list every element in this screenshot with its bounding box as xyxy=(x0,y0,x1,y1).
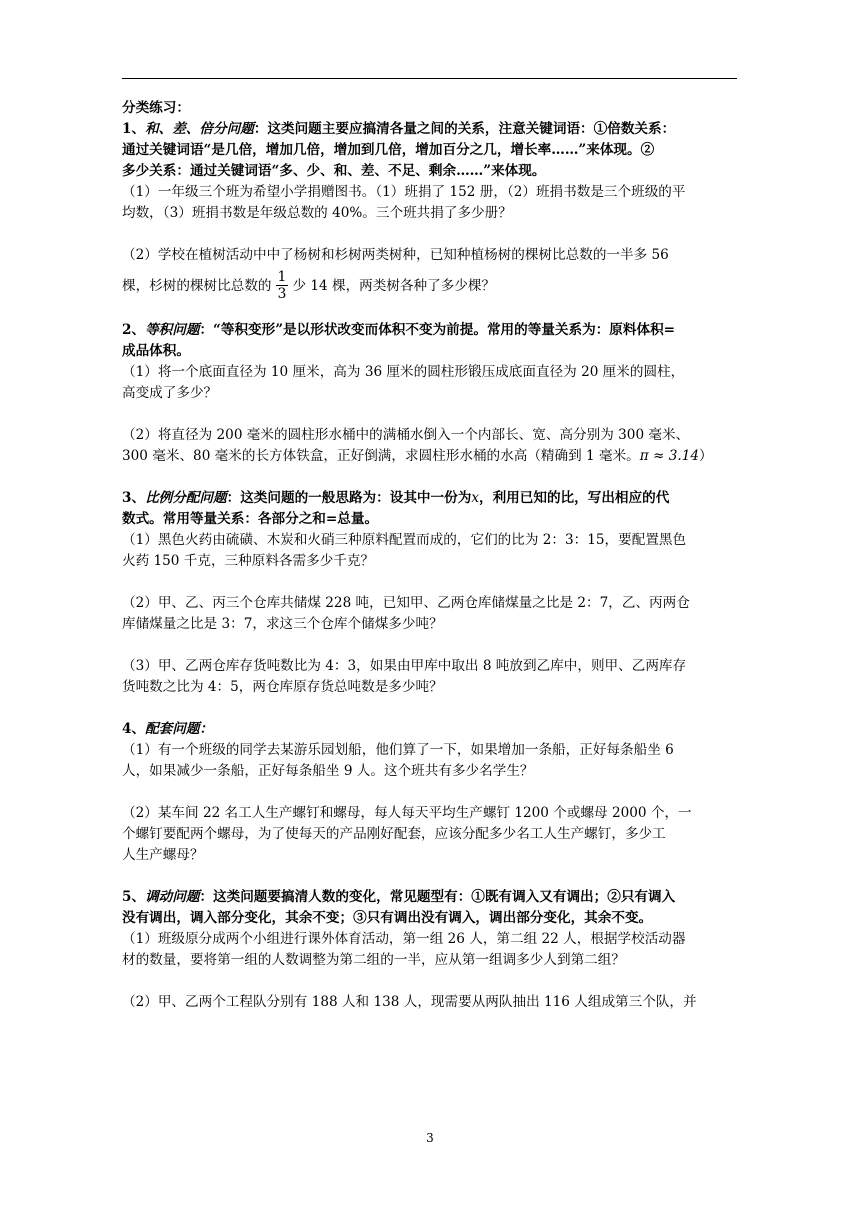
problem-5-1: （1）班级原分成两个小组进行课外体育活动，第一组 26 人，第二组 22 人，根据学校活动器 材的数量，要将第一组的人数调整为第二组的一半，应从第一组调多少人到第二组？ xyxy=(122,931,686,968)
section-4 xyxy=(122,719,737,866)
problem-1-1: （1）一年级三个班为希望小学捐赠图书。（1）班捐了 152 册，（2）班捐书数是三个班级的平 均数，（3）班捐书数是年级总数的 40%。三个班共捐了多少册？ xyxy=(122,184,686,221)
section-4-title: 配套问题： xyxy=(145,721,214,737)
section-3-intro-line-1: 3、比例分配问题：这类问题的一般思路为：设其中一份为x，利用已知的比，写出相应的代 xyxy=(122,490,670,506)
page-number: 3 xyxy=(426,1131,434,1145)
section-3 xyxy=(122,488,737,698)
page-heading: 分类练习： xyxy=(122,100,190,116)
problem-3-1: （1）黑色火药由硫磺、木炭和火硝三种原料配置而成的，它们的比为 2：3：15，要配置黑色 火药 150 千克，三种原料各需多少千克？ xyxy=(122,532,687,569)
problem-3-3: （3）甲、乙两仓库存货吨数比为 4：3，如果由甲库中取出 8 吨放到乙库中，则甲、乙两库存 货吨数之比为 4：5，两仓库原存货总吨数是多少吨？ xyxy=(122,658,687,695)
section-5-title: 调动问题 xyxy=(145,889,200,905)
section-1 xyxy=(122,119,737,306)
section-2-intro-line-1: 2、等积问题：“等积变形”是以形状改变而体积不变为前提。常用的等量关系为：原料体积= xyxy=(122,322,676,338)
variable-x: x xyxy=(471,490,479,506)
section-1-intro-line-2: 通过关键词语“是几倍，增加几倍，增加到几倍，增加百分之几，增长率……”来体现。② xyxy=(122,142,655,158)
section-1-intro-line-1: 1、和、差、倍分问题：这类问题主要应搞清各量之间的关系，注意关键词语：①倍数关系： xyxy=(122,121,676,137)
fraction-one-third: $\frac{1}{3}$ xyxy=(277,268,287,302)
section-2-title: 等积问题 xyxy=(145,322,200,338)
section-2-intro-line-2: 成品体积。 xyxy=(122,343,190,359)
pi-approximation: π ≈ 3.14 xyxy=(639,448,700,464)
section-3-title: 比例分配问题 xyxy=(145,490,227,506)
problem-3-2: （2）甲、乙、丙三个仓库共储煤 228 吨，已知甲、乙两仓库储煤量之比是 2：7，乙、丙两仓 库储煤量之比是 3：7，求这三个仓库个储煤多少吨？ xyxy=(122,595,690,632)
section-5-intro-line-2: 没有调出，调入部分变化，其余不变；③只有调出没有调入，调出部分变化，其余不变。 xyxy=(122,910,653,926)
section-1-title: 和、差、倍分问题 xyxy=(145,121,254,137)
problem-5-2: （2）甲、乙两个工程队分别有 188 人和 138 人，现需要从两队抽出 116 人组成第三个队，并 xyxy=(122,994,697,1010)
section-2 xyxy=(122,320,737,467)
header-rule xyxy=(122,78,737,79)
problem-2-2: （2）将直径为 200 毫米的圆柱形水桶中的满桶水倒入一个内部长、宽、高分别为 300 毫米、 300 毫米、80 毫米的长方体铁盒，正好倒满，求圆柱形水桶的水高（精确到 1 毫米。π ≈ 3.14） xyxy=(122,427,713,464)
document-body xyxy=(122,98,737,1013)
problem-4-1: （1）有一个班级的同学去某游乐园划船，他们算了一下，如果增加一条船，正好每条船坐 6 人，如果减少一条船，正好每条船坐 9 人。这个班共有多少名学生？ xyxy=(122,742,674,779)
problem-2-1: （1）将一个底面直径为 10 厘米，高为 36 厘米的圆柱形锻压成底面直径为 20 厘米的圆柱， 高变成了多少？ xyxy=(122,364,685,401)
problem-4-2: （2）某车间 22 名工人生产螺钉和螺母，每人每天平均生产螺钉 1200 个或螺母 2000 个，一 个螺钉要配两个螺母，为了使每天的产品刚好配套，应该分配多少名工人生产螺钉，多少工 人生产螺母？ xyxy=(122,805,692,863)
section-5 xyxy=(122,887,737,1013)
section-3-intro-line-2: 数式。常用等量关系：各部分之和=总量。 xyxy=(122,511,379,527)
section-4-heading: 4、配套问题： xyxy=(122,721,214,737)
section-1-intro-line-3: 多少关系：通过关键词语“多、少、和、差、不足、剩余……”来体现。 xyxy=(122,163,546,179)
section-5-intro-line-1: 5、调动问题：这类问题要搞清人数的变化，常见题型有：①既有调入又有调出；②只有调入 xyxy=(122,889,676,905)
problem-1-2: （2）学校在植树活动中中了杨树和杉树两类树种，已知种植杨树的棵树比总数的一半多 56 棵，杉树的棵树比总数的 $\frac{1}{3}$ 少 14 棵，两类树各种了多少棵？ xyxy=(122,247,669,302)
